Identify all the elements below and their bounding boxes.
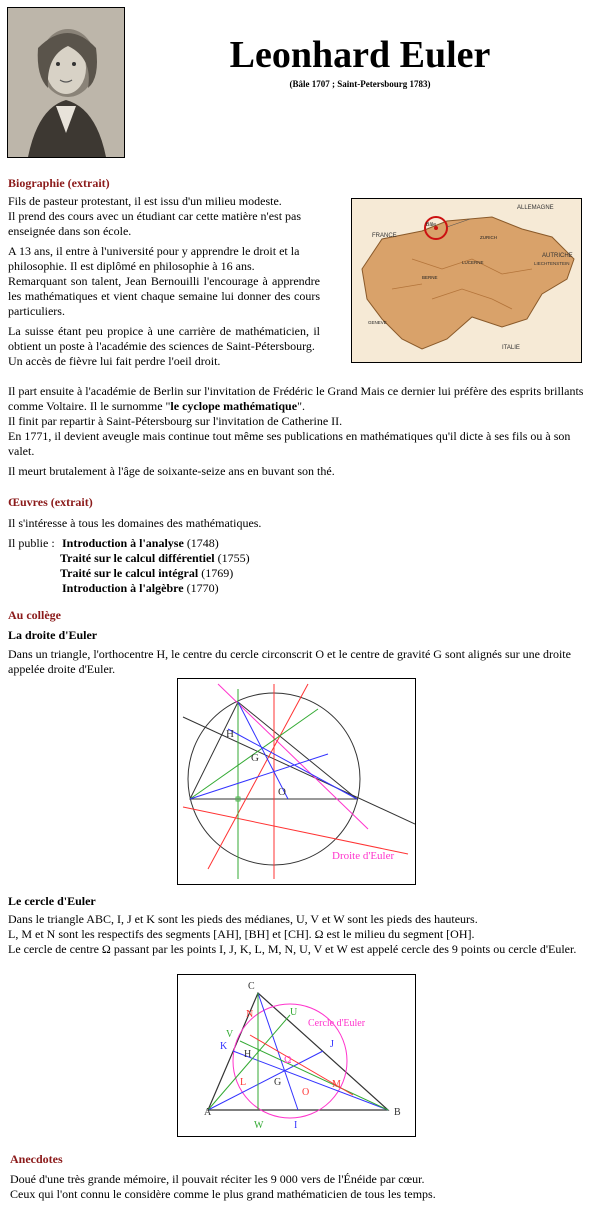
euler-circle-figure bbox=[177, 974, 416, 1137]
label-g: G bbox=[274, 1077, 282, 1088]
euler-line-caption: Droite d'Euler bbox=[332, 850, 395, 862]
label-g: G bbox=[251, 752, 259, 764]
work-item: Traité sur le calcul différentiel (1755) bbox=[60, 551, 250, 565]
anecdote-1: Doué d'une très grande mémoire, il pouvait réciter les 9 000 vers de l'Énéide par cœur. bbox=[10, 1172, 425, 1186]
biographie-suite bbox=[8, 384, 593, 479]
switzerland-map bbox=[351, 198, 582, 363]
map-label-zurich: ZURICH bbox=[480, 235, 497, 240]
label-o: O bbox=[278, 786, 286, 798]
work-item: Introduction à l'algèbre (1770) bbox=[62, 581, 219, 595]
droite-text: Dans un triangle, l'orthocentre H, le centre du cercle circonscrit O et le centre de gravité G sont alignés sur une droite appelée droite d'Euler. bbox=[8, 647, 571, 676]
nickname: le cyclope mathématique bbox=[170, 399, 298, 413]
map-label-autriche: AUTRICHE bbox=[542, 253, 573, 259]
portrait-image bbox=[7, 7, 125, 158]
label-v: V bbox=[226, 1029, 234, 1040]
anecdotes-heading: Anecdotes bbox=[10, 1152, 63, 1166]
label-l: L bbox=[240, 1077, 247, 1088]
college-heading: Au collège bbox=[8, 608, 61, 622]
work-item: Introduction à l'analyse (1748) bbox=[62, 536, 219, 550]
label-b: B bbox=[394, 1107, 401, 1118]
map-label-italie: ITALIE bbox=[502, 345, 520, 351]
label-k: K bbox=[220, 1041, 228, 1052]
page-subtitle: (Bâle 1707 ; Saint-Petersbourg 1783) bbox=[289, 79, 431, 89]
oeuvres-text bbox=[8, 516, 593, 596]
euler-circle-caption: Cercle d'Euler bbox=[308, 1018, 366, 1029]
map-label-bale: Bâle bbox=[426, 222, 437, 228]
map-label-france: FRANCE bbox=[372, 233, 397, 239]
publie-prefix: Il publie : bbox=[8, 536, 55, 550]
bio-p2a: A 13 ans, il entre à l'université pour y apprendre le droit et la philosophie. Il est diplômé en philosophie à 16 ans. bbox=[8, 244, 300, 273]
label-omega: Ω bbox=[284, 1055, 292, 1066]
bio-p3a: La suisse étant peu propice à une carrière de mathématicien, il obtient un poste à l'académie des sciences de Saint-Pétersbourg. bbox=[8, 324, 320, 353]
bio-p4b: Il finit par repartir à Saint-Pétersbourg sur l'invitation de Catherine II. bbox=[8, 414, 343, 428]
map-label-berne: BERNE bbox=[422, 275, 438, 280]
bio-p2b: Remarquant son talent, Jean Bernouilli l'encourage à apprendre les mathématiques et vient chaque semaine lui donner des cours particuliers. bbox=[8, 274, 320, 318]
page-title: Leonhard Euler bbox=[229, 34, 491, 76]
cercle-text bbox=[8, 912, 588, 957]
cercle-l1: Dans le triangle ABC, I, J et K sont les pieds des médianes, U, V et W sont les pieds des hauteurs. bbox=[8, 912, 478, 926]
bio-p4c: En 1771, il devient aveugle mais continue tout même ses publications en mathématiques qu'il dicte à ses fils ou à son valet. bbox=[8, 429, 571, 458]
droite-title: La droite d'Euler bbox=[8, 628, 98, 642]
cercle-l2: L, M et N sont les respectifs des segments [AH], [BH] et [CH]. Ω est le milieu du segment [OH]. bbox=[8, 927, 475, 941]
anecdote-2: Ceux qui l'ont connu le considère comme le plus grand mathématicien de tous les temps. bbox=[10, 1187, 436, 1201]
anecdotes-text bbox=[10, 1172, 590, 1202]
label-j: J bbox=[330, 1039, 334, 1050]
label-m: M bbox=[332, 1079, 341, 1090]
label-h: H bbox=[226, 728, 234, 740]
label-h: H bbox=[244, 1049, 252, 1060]
biographie-heading: Biographie (extrait) bbox=[8, 176, 110, 190]
map-label-liechtenstein: LIECHTENSTEIN bbox=[534, 261, 570, 266]
map-label-geneve: GENEVE bbox=[368, 320, 387, 325]
oeuvres-heading: Œuvres (extrait) bbox=[8, 495, 93, 509]
bio-p1a: Fils de pasteur protestant, il est issu d'un milieu modeste. bbox=[8, 194, 282, 208]
label-o: O bbox=[302, 1087, 310, 1098]
oeuvres-intro: Il s'intéresse à tous les domaines des mathématiques. bbox=[8, 516, 262, 530]
map-label-lucerne: LUCERNE bbox=[462, 260, 484, 265]
bio-p5: Il meurt brutalement à l'âge de soixante-seize ans en buvant son thé. bbox=[8, 464, 335, 478]
cercle-l3: Le cercle de centre Ω passant par les points I, J, K, L, M, N, U, V et W est appelé cercle des 9 points ou cercle d'Euler. bbox=[8, 942, 577, 956]
bio-p1b: Il prend des cours avec un étudiant car cette matière n'est pas enseignée dans son école. bbox=[8, 209, 302, 238]
label-c: C bbox=[248, 981, 255, 992]
cercle-title: Le cercle d'Euler bbox=[8, 894, 96, 908]
label-a: A bbox=[204, 1107, 212, 1118]
label-u: U bbox=[290, 1007, 298, 1018]
work-item: Traité sur le calcul intégral (1769) bbox=[60, 566, 234, 580]
label-i: I bbox=[294, 1120, 298, 1131]
works-list bbox=[8, 536, 593, 596]
bio-p4a: Il part ensuite à l'académie de Berlin sur l'invitation de Frédéric le Grand Mais ce dernier lui préfère des esprits brillants comme Voltaire. Il le surnomme "le cyclope mathématique". bbox=[8, 384, 584, 413]
label-n: N bbox=[246, 1009, 254, 1020]
biographie-intro bbox=[8, 194, 320, 369]
euler-line-figure bbox=[177, 678, 416, 885]
label-w: W bbox=[254, 1120, 264, 1131]
map-label-allemagne: ALLEMAGNE bbox=[517, 205, 554, 211]
bio-p3b: Un accès de fièvre lui fait perdre l'oeil droit. bbox=[8, 354, 221, 368]
